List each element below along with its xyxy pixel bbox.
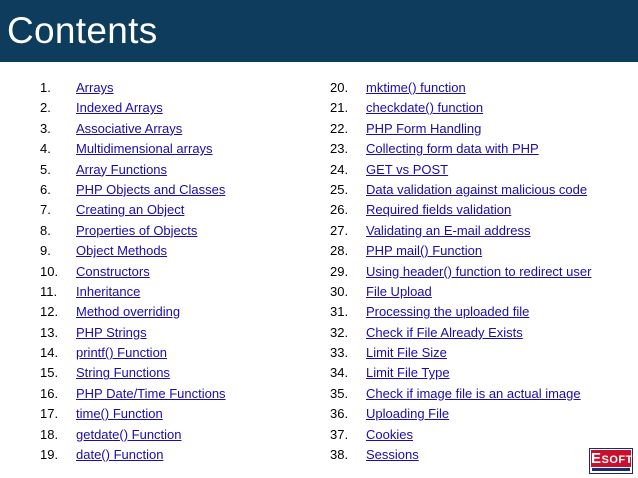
toc-item-number: 37. bbox=[330, 426, 349, 442]
title-bar bbox=[0, 0, 638, 62]
toc-item bbox=[330, 404, 630, 424]
toc-link[interactable]: Uploading File bbox=[366, 406, 450, 422]
toc-item-number: 7. bbox=[40, 202, 51, 218]
toc-item bbox=[330, 119, 630, 139]
toc-item-number: 30. bbox=[330, 283, 349, 299]
toc-link[interactable]: mktime() function bbox=[366, 80, 466, 95]
toc-link[interactable]: Data validation against malicious code bbox=[366, 181, 588, 197]
toc-item-number: 11. bbox=[40, 283, 58, 299]
toc-item-number: 24. bbox=[330, 161, 349, 177]
toc-link[interactable]: Object Methods bbox=[76, 243, 168, 259]
toc-link[interactable]: time() Function bbox=[76, 406, 163, 422]
toc-item bbox=[330, 241, 630, 261]
toc-item bbox=[330, 221, 630, 241]
toc-item bbox=[330, 282, 630, 302]
toc-item bbox=[40, 241, 310, 261]
toc-item-number: 2. bbox=[40, 100, 51, 116]
toc-link[interactable]: Constructors bbox=[76, 263, 150, 279]
toc-link[interactable]: Limit File Type bbox=[366, 365, 450, 381]
toc-link[interactable]: Cookies bbox=[366, 426, 413, 442]
toc-item bbox=[40, 160, 310, 180]
toc-link[interactable]: date() Function bbox=[76, 447, 164, 463]
toc-item-number: 33. bbox=[330, 345, 349, 361]
toc-item-number: 17. bbox=[40, 406, 59, 422]
toc-item bbox=[330, 384, 630, 404]
toc-item bbox=[40, 302, 310, 322]
toc-link[interactable]: Validating an E-mail address bbox=[366, 222, 531, 238]
toc-item bbox=[330, 343, 630, 363]
toc-link[interactable]: Check if File Already Exists bbox=[366, 324, 523, 340]
toc-item bbox=[40, 139, 310, 159]
logo-tagline-bar bbox=[592, 468, 630, 471]
toc-link[interactable]: Indexed Arrays bbox=[76, 100, 163, 116]
toc-link[interactable]: Method overriding bbox=[76, 304, 181, 320]
toc-item bbox=[330, 425, 630, 445]
toc-item-number: 12. bbox=[40, 304, 59, 320]
page-title: Contents bbox=[7, 10, 158, 51]
toc-link[interactable]: checkdate() function bbox=[366, 100, 484, 116]
toc-item bbox=[40, 262, 310, 282]
toc-link[interactable]: Array Functions bbox=[76, 161, 168, 177]
toc-item bbox=[40, 425, 310, 445]
toc-item-number: 34. bbox=[330, 365, 349, 381]
toc-link[interactable]: getdate() Function bbox=[76, 426, 182, 442]
toc-link[interactable]: GET vs POST bbox=[366, 161, 449, 177]
toc-item-number: 32. bbox=[330, 324, 349, 340]
toc-item-number: 23. bbox=[330, 141, 349, 157]
toc-item-number: 15. bbox=[40, 365, 59, 381]
toc-item-number: 27. bbox=[330, 222, 349, 238]
toc-column-left bbox=[40, 78, 310, 465]
toc-link[interactable]: File Upload bbox=[366, 283, 432, 299]
toc-link[interactable]: Processing the uploaded file bbox=[366, 304, 530, 320]
toc-item bbox=[330, 160, 630, 180]
toc-link[interactable]: PHP Strings bbox=[76, 324, 147, 340]
toc-item-number: 22. bbox=[330, 120, 349, 136]
toc-item bbox=[40, 119, 310, 139]
toc-link[interactable]: Using header() function to redirect user bbox=[366, 263, 592, 279]
toc-link[interactable]: Collecting form data with PHP bbox=[366, 141, 539, 157]
toc-item-number: 1. bbox=[40, 80, 51, 95]
toc-item bbox=[330, 262, 630, 282]
toc-item-number: 20. bbox=[330, 80, 349, 95]
toc-item-number: 10. bbox=[40, 263, 59, 279]
toc-item-number: 35. bbox=[330, 385, 349, 401]
toc-item bbox=[40, 343, 310, 363]
toc-item-number: 19. bbox=[40, 447, 59, 463]
esoft-logo bbox=[589, 448, 633, 474]
logo-mark: ESOFT bbox=[591, 450, 633, 467]
toc-item bbox=[330, 200, 630, 220]
toc-item bbox=[40, 78, 310, 98]
toc-link[interactable]: PHP Objects and Classes bbox=[76, 181, 226, 197]
toc-item bbox=[40, 404, 310, 424]
toc-link[interactable]: Check if image file is an actual image bbox=[366, 385, 581, 401]
toc-item-number: 25. bbox=[330, 181, 349, 197]
toc-item-number: 9. bbox=[40, 243, 51, 259]
toc-item-number: 21. bbox=[330, 100, 349, 116]
toc-item bbox=[40, 221, 310, 241]
toc-link[interactable]: PHP Date/Time Functions bbox=[76, 385, 226, 401]
toc-link[interactable]: Sessions bbox=[366, 447, 419, 463]
toc-link[interactable]: PHP Form Handling bbox=[366, 120, 482, 136]
toc-item-number: 5. bbox=[40, 161, 51, 177]
toc-item bbox=[40, 384, 310, 404]
toc-item-number: 6. bbox=[40, 181, 51, 197]
toc-link[interactable]: Properties of Objects bbox=[76, 222, 198, 238]
toc-item bbox=[330, 302, 630, 322]
toc-item-number: 28. bbox=[330, 243, 349, 259]
toc-item bbox=[330, 323, 630, 343]
toc-item-number: 8. bbox=[40, 222, 51, 238]
toc-link[interactable]: Limit File Size bbox=[366, 345, 447, 361]
toc-link[interactable]: Inheritance bbox=[76, 283, 141, 299]
toc-item-number: 14. bbox=[40, 345, 59, 361]
toc-item bbox=[330, 98, 630, 118]
toc-item-number: 3. bbox=[40, 120, 51, 136]
toc-item-number: 36. bbox=[330, 406, 349, 422]
toc-item-number: 18. bbox=[40, 426, 59, 442]
toc-link[interactable]: Associative Arrays bbox=[76, 120, 183, 136]
toc-item bbox=[40, 445, 310, 465]
toc-link[interactable]: Arrays bbox=[76, 80, 114, 95]
toc-item bbox=[40, 323, 310, 343]
toc-link[interactable]: PHP mail() Function bbox=[366, 243, 483, 259]
toc-link[interactable]: Required fields validation bbox=[366, 202, 512, 218]
toc-link[interactable]: String Functions bbox=[76, 365, 170, 381]
toc-item-number: 31. bbox=[330, 304, 349, 320]
toc-link[interactable]: printf() Function bbox=[76, 345, 168, 361]
toc-item bbox=[330, 363, 630, 383]
toc-item bbox=[330, 78, 630, 98]
toc-item-number: 4. bbox=[40, 141, 51, 157]
toc-item-number: 13. bbox=[40, 324, 59, 340]
toc-item bbox=[40, 200, 310, 220]
toc-item bbox=[330, 180, 630, 200]
toc-item-number: 29. bbox=[330, 263, 349, 279]
toc-item-number: 16. bbox=[40, 385, 59, 401]
toc-item-number: 38. bbox=[330, 447, 349, 463]
toc-column-right bbox=[330, 78, 633, 467]
toc-item-number: 26. bbox=[330, 202, 349, 218]
toc-item bbox=[40, 180, 310, 200]
toc-item bbox=[40, 282, 310, 302]
toc-item bbox=[330, 445, 633, 467]
toc-link[interactable]: Creating an Object bbox=[76, 202, 185, 218]
toc-item bbox=[330, 139, 630, 159]
toc-item bbox=[40, 98, 310, 118]
toc-link[interactable]: Multidimensional arrays bbox=[76, 141, 213, 157]
toc-item bbox=[40, 363, 310, 383]
